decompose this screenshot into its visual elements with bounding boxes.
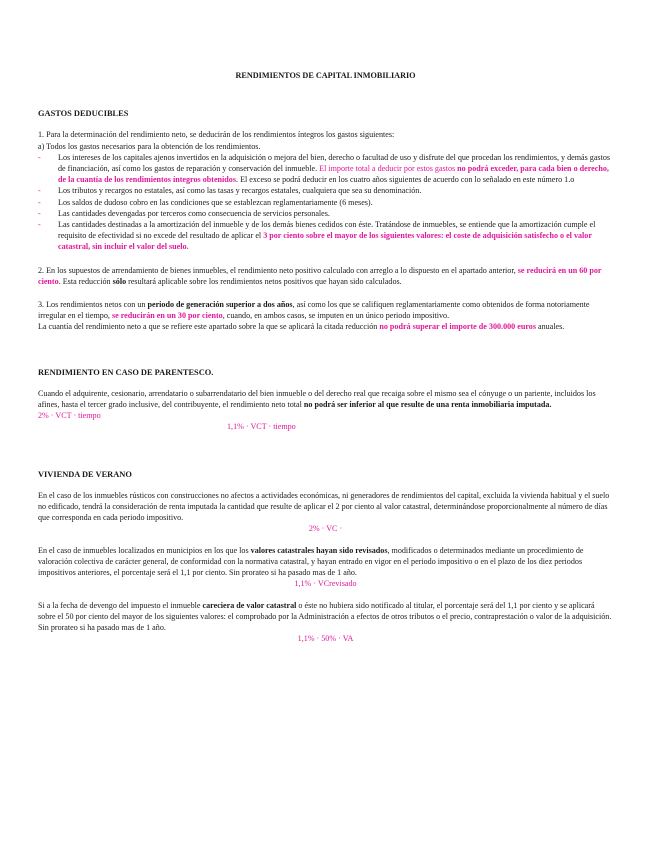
paragraph-text: , cuando, en ambos casos, se imputen en un único periodo impositivo. [222, 311, 450, 321]
list-item-text: Las cantidades destinadas a la amortización del inmueble y de los demás bienes cedidos con éste. Tratándose de inmuebles, se entiende que la amortización cumple el requisito de efectividad si no excede del resultado de aplicar el [58, 220, 596, 241]
highlight-bold-text: se reducirá en un 60 por ciento [38, 265, 602, 286]
list-item [38, 197, 613, 208]
bullet-dash: - [38, 186, 41, 196]
paragraph-text: La cuantía del rendimiento neto a que se refiere este apartado sobre la que se aplicará la citada reducción [38, 322, 380, 332]
bullet-dash: - [38, 152, 41, 162]
paragraph-text: Cuando el adquirente, cesionario, arrendatario o subarrendatario del bien inmueble o del derecho real que recaiga sobre el mismo sea el cónyuge o un pariente, incluidos los afines, hasta el tercer grado inclusive, del contribuyente, el rendimiento neto total [38, 388, 596, 410]
section-heading-vivienda: VIVIENDA DE VERANO [38, 469, 132, 479]
bullet-dash: - [38, 208, 41, 218]
formula-2pct-vc: 2% · VC · [308, 524, 343, 534]
list-item-text: Los intereses de los capitales ajenos invertidos en la adquisición o mejora del bien, derecho o facultad de uso y disfrute del que procedan los rendimientos, y demás gastos de financiación, así como los gastos de reparación y conservación del inmueble. [58, 152, 611, 174]
paragraph-2 [38, 265, 613, 287]
section-heading-parentesco: RENDIMIENTO EN CASO DE PARENTESCO. [38, 367, 214, 377]
list-item-text: Los tributos y recargos no estatales, así como las tasas y recargos estatales, cualquiera que sea su denominación. [58, 186, 422, 196]
paragraph-text: resultará aplicable sobre los rendimientos netos positivos que hayan sido calculados. [126, 276, 402, 286]
highlight-bold-text: no podrá exceder, para cada bien o derecho, de la cuantía de los rendimientos íntegros obtenidos [58, 164, 609, 185]
formula-line [38, 421, 613, 432]
paragraph-text: o éste no hubiera sido notificado al titular, el porcentaje será del 1,1 por ciento y se aplicará sobre el 50 por ciento del mayor de los siguientes valores: el comprobado por la Administración a efectos de otros tributos o el precio, contraprestación o valor de la adquisición. Sin prorateo si ha pasado mas de 1 año. [38, 600, 612, 632]
highlight-bold-text: se reducirán en un 30 por ciento [111, 311, 223, 321]
section-heading-gastos: GASTOS DEDUCIBLES [38, 109, 129, 119]
formula-1-1pct-vct: 1,1% · VCT · tiempo [227, 422, 296, 432]
list-item [38, 185, 613, 196]
bold-text: sólo [112, 276, 127, 286]
list-item [38, 219, 613, 253]
paragraph-3 [38, 299, 613, 321]
paragraph-sub-a: a) Todos los gastos necesarios para la obtención de los rendimientos. [38, 141, 261, 151]
paragraph-text: Si a la fecha de devengo del impuesto el inmueble [38, 600, 203, 610]
bold-text: careciera de valor catastral [202, 600, 297, 610]
paragraph-revisados [38, 545, 613, 579]
page-title: RENDIMIENTOS DE CAPITAL INMOBILIARIO [235, 71, 416, 80]
paragraph-text: 3. Los rendimientos netos con un [38, 300, 148, 310]
paragraph-3-limit [38, 321, 613, 332]
paragraph-text: 2. En los supuestos de arrendamiento de bienes inmuebles, el rendimiento neto positivo calculado con arreglo a lo dispuesto en el apartado anterior, [38, 265, 518, 275]
paragraph-intro: 1. Para la determinación del rendimiento neto, se deducirán de los rendimientos íntegros los gastos siguientes: [38, 130, 395, 140]
formula-1-1pct-50pct-va: 1,1% · 50% · VA [297, 634, 354, 644]
bold-text: periodo de generación superior a dos años [147, 300, 293, 310]
list-item [38, 208, 613, 219]
list-item-text: Los saldos de dudoso cobro en las condiciones que se establezcan reglamentariamente (6 meses). [58, 197, 373, 207]
bullet-dash: - [38, 197, 41, 207]
highlight-bold-text: no podrá superar el importe de 300.000 euros [379, 322, 536, 332]
paragraph-rusticos: En el caso de los inmuebles rústicos con construcciones no afectos a actividades económicas, ni generadores de rendimientos del capital, excluida la vivienda habitual y el suelo no edificado, tendrá la consideración de renta imputada la cantidad que resulte de aplicar el 2 por ciento al valor catastral, determinándose proporcionalmente al número de días que corresponda en cada periodo impositivo. [38, 490, 610, 523]
paragraph-sin-valor [38, 600, 613, 634]
bold-text: no podrá ser inferior al que resulte de una renta inmobiliaria imputada. [303, 400, 552, 410]
paragraph-text: , así como los que se califiquen reglamentariamente como obtenidos de forma notoriamente irregular en el tiempo, [38, 300, 590, 321]
paragraph-text: En el caso de inmuebles localizados en municipios en los que los [38, 545, 251, 555]
paragraph-text: . Esta reducción [58, 276, 113, 286]
list-item-text: Las cantidades devengadas por terceros como consecuencia de servicios personales. [58, 208, 330, 218]
highlight-text: El importe total a deducir por estos gastos [317, 164, 456, 174]
bold-text: valores catastrales hayan sido revisados [250, 545, 388, 555]
paragraph-text: , modificados o determinados mediante un procedimiento de valoración colectiva de carácter general, de conformidad con la normativa catastral, y hayan entrado en vigor en el periodo impositivo o en el plazo de los diez periodos impositivos anteriores, el porcentaje será el 1,1 por ciento. Sin prorateo si ha pasado mas de 1 año. [38, 545, 584, 578]
paragraph-parentesco [38, 388, 613, 422]
highlight-bold-text: 3 por ciento sobre el mayor de los siguientes valores: el coste de adquisición satisfecho o el valor catastral, sin incluir el valor del suelo. [58, 231, 592, 252]
formula-1-1pct-vcrevisado: 1,1% · VCrevisado [294, 579, 357, 589]
bullet-dash: - [38, 220, 41, 230]
list-item [38, 152, 613, 186]
deductible-list [38, 152, 613, 253]
paragraph-text: anuales. [535, 322, 565, 332]
list-item-tail: . El exceso se podrá deducir en los cuatro años siguientes de acuerdo con lo señalado en este número 1.o [236, 175, 575, 185]
formula-2pct-vct: 2% · VCT · tiempo [38, 411, 101, 421]
